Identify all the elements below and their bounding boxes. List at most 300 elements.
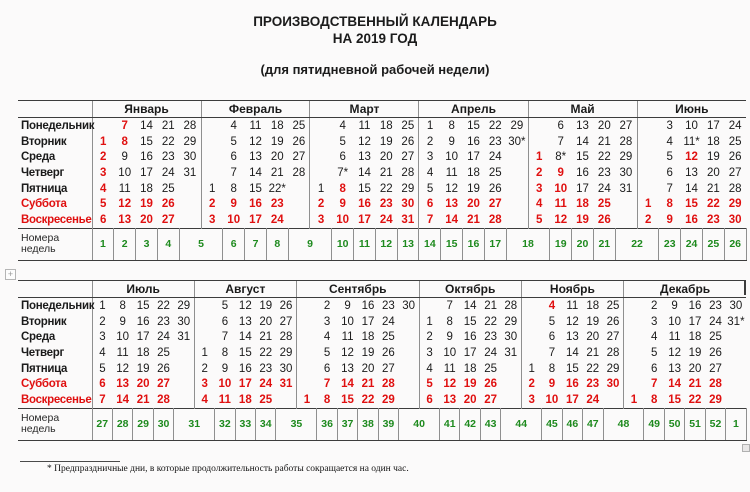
date-cell: 13 xyxy=(445,198,459,211)
date-cell: 22* xyxy=(268,182,286,195)
date-cell: 26 xyxy=(382,346,395,359)
date-cell: 3 xyxy=(92,165,114,181)
day-row xyxy=(18,361,746,377)
date-cell: 15 xyxy=(463,315,477,328)
date-cell-empty xyxy=(399,329,419,345)
date-cell: 29 xyxy=(183,135,197,148)
date-cell: 1 xyxy=(92,298,112,314)
date-cell: 27 xyxy=(728,166,742,179)
date-cell: 19 xyxy=(259,299,273,312)
date-cell: 15 xyxy=(238,346,252,359)
date-cell: 30 xyxy=(504,331,518,344)
date-cell: 8 xyxy=(548,362,556,375)
date-cell: 27 xyxy=(619,119,633,132)
date-cell: 23 xyxy=(586,378,600,391)
date-cell: 9 xyxy=(121,151,128,164)
date-cell-empty xyxy=(603,392,623,408)
date-cell: 15 xyxy=(467,119,480,132)
date-cell: 9 xyxy=(221,362,229,375)
date-cell: 11 xyxy=(341,331,354,344)
week-number-cell: 28 xyxy=(112,408,132,440)
date-cell: 30 xyxy=(401,198,415,211)
date-cell: 7 xyxy=(557,135,564,148)
date-cell: 1 xyxy=(201,181,223,197)
month-name: Апрель xyxy=(419,101,528,118)
date-cell: 8 xyxy=(221,346,229,359)
date-cell: 2 xyxy=(521,376,541,392)
date-cell: 25 xyxy=(292,119,306,132)
date-cell: 20 xyxy=(586,331,600,344)
date-cell: 7 xyxy=(419,212,441,228)
date-cell: 6 xyxy=(548,331,556,344)
date-cell: 24 xyxy=(586,393,600,406)
date-cell: 31 xyxy=(619,182,633,195)
date-cell: 30 xyxy=(729,299,743,312)
date-cell: 29 xyxy=(728,198,742,211)
date-cell: 4 xyxy=(666,135,673,148)
date-cell: 12 xyxy=(445,182,459,195)
date-cell: 16 xyxy=(361,299,375,312)
week-number-cell: 40 xyxy=(399,408,440,440)
date-cell: 4 xyxy=(92,181,114,197)
date-cell-empty xyxy=(399,376,419,392)
date-cell: 7* xyxy=(337,166,349,179)
date-cell: 27 xyxy=(401,151,415,164)
date-cell: 8 xyxy=(650,393,658,406)
date-cell: 21 xyxy=(467,213,480,226)
week-number-cell: 10 xyxy=(332,228,354,260)
date-cell: 2 xyxy=(323,299,331,312)
day-label: Пятница xyxy=(21,182,68,195)
date-cell-empty xyxy=(174,376,194,392)
date-cell: 11 xyxy=(566,299,579,312)
date-cell-empty xyxy=(179,196,201,212)
date-cell: 5 xyxy=(528,212,550,228)
week-number-cell: 32 xyxy=(215,408,235,440)
date-cell: 16 xyxy=(467,135,480,148)
date-cell: 21 xyxy=(259,331,273,344)
date-cell: 14 xyxy=(358,166,371,179)
date-cell: 21 xyxy=(484,299,497,312)
date-cell-empty xyxy=(637,181,659,197)
date-cell: 15 xyxy=(358,182,371,195)
week-number-cell: 24 xyxy=(681,228,703,260)
date-cell: 21 xyxy=(161,119,175,132)
day-label: Воскресенье xyxy=(21,393,92,406)
day-row xyxy=(18,329,746,345)
date-cell: 4 xyxy=(323,331,331,344)
date-cell: 23 xyxy=(379,198,393,211)
date-cell: 26 xyxy=(161,198,175,211)
date-cell: 20 xyxy=(140,213,153,226)
date-cell: 25 xyxy=(597,198,611,211)
date-cell-empty xyxy=(521,298,541,314)
week-number-cell: 15 xyxy=(441,228,463,260)
week-number-cell: 43 xyxy=(480,408,500,440)
date-cell: 19 xyxy=(586,315,600,328)
date-cell: 18 xyxy=(467,166,480,179)
date-cell: 23 xyxy=(488,135,502,148)
date-cell: 31 xyxy=(279,378,293,391)
date-cell: 3 xyxy=(666,119,673,132)
week-number-cell: 39 xyxy=(378,408,398,440)
date-cell: 9 xyxy=(119,315,126,328)
date-cell: 9 xyxy=(230,198,237,211)
date-cell: 17 xyxy=(136,331,150,344)
date-cell: 23 xyxy=(709,299,722,312)
date-cell-empty xyxy=(637,165,659,181)
date-cell: 28 xyxy=(292,166,306,179)
date-cell: 13 xyxy=(443,393,457,406)
date-cell: 17 xyxy=(140,166,153,179)
corner-cell xyxy=(18,281,92,298)
date-cell: 17 xyxy=(565,393,579,406)
date-cell-empty xyxy=(310,134,332,150)
date-cell: 25 xyxy=(484,362,497,375)
date-cell-empty xyxy=(624,329,644,345)
month-name: Июнь xyxy=(637,101,746,118)
date-cell: 13 xyxy=(668,362,681,375)
date-cell: 18 xyxy=(576,198,589,211)
date-cell-empty xyxy=(501,361,521,377)
date-cell: 1 xyxy=(310,181,332,197)
week-number-cell: 3 xyxy=(136,228,158,260)
date-cell-empty xyxy=(726,329,746,345)
date-cell: 20 xyxy=(688,362,702,375)
date-cell-empty xyxy=(399,361,419,377)
date-cell: 19 xyxy=(361,346,375,359)
calendar-subtitle: (для пятидневной рабочей недели) xyxy=(260,62,490,77)
date-cell: 1 xyxy=(296,392,316,408)
date-cell: 21 xyxy=(379,166,393,179)
date-cell: 2 xyxy=(528,165,550,181)
date-cell: 6 xyxy=(339,151,346,164)
week-number-cell: 31 xyxy=(174,408,215,440)
date-cell: 1 xyxy=(419,314,439,330)
day-row xyxy=(18,376,746,392)
date-cell: 16 xyxy=(358,198,371,211)
week-label-line2: недель xyxy=(21,243,56,256)
date-cell: 5 xyxy=(666,151,673,164)
month-header-row xyxy=(18,101,746,118)
month-name: Сентябрь xyxy=(296,281,419,298)
date-cell: 2 xyxy=(92,314,112,330)
date-cell: 7 xyxy=(666,182,673,195)
day-row xyxy=(18,149,746,165)
date-cell: 21 xyxy=(361,378,375,391)
week-number-cell: 2 xyxy=(114,228,136,260)
week-number-cell: 11 xyxy=(354,228,376,260)
date-cell: 28 xyxy=(279,331,293,344)
week-number-cell: 27 xyxy=(92,408,112,440)
date-cell: 26 xyxy=(401,135,415,148)
date-cell-empty xyxy=(624,361,644,377)
date-cell: 11 xyxy=(668,331,681,344)
week-number-cell: 26 xyxy=(724,228,746,260)
date-cell: 12 xyxy=(358,135,371,148)
date-cell: 24 xyxy=(709,315,722,328)
date-cell: 10 xyxy=(227,213,241,226)
day-label: Четверг xyxy=(21,166,64,179)
date-cell: 4 xyxy=(194,392,214,408)
date-cell: 6 xyxy=(230,151,237,164)
date-cell: 14 xyxy=(140,119,153,132)
date-cell: 26 xyxy=(157,362,170,375)
date-cell: 10 xyxy=(341,315,354,328)
day-row xyxy=(18,392,746,408)
date-cell: 3 xyxy=(419,345,439,361)
date-cell: 31 xyxy=(177,331,191,344)
date-cell: 19 xyxy=(688,346,702,359)
date-cell: 29 xyxy=(279,346,293,359)
date-cell: 9 xyxy=(448,135,455,148)
date-cell: 14 xyxy=(445,213,459,226)
month-name: Ноябрь xyxy=(521,281,623,298)
date-cell-empty xyxy=(506,165,528,181)
date-cell: 20 xyxy=(706,166,720,179)
date-cell: 10 xyxy=(545,393,559,406)
date-cell: 6 xyxy=(650,362,658,375)
date-cell: 29 xyxy=(709,393,722,406)
month-name: Декабрь xyxy=(624,281,747,298)
date-cell: 16 xyxy=(238,362,252,375)
date-cell: 28 xyxy=(606,346,620,359)
date-cell: 10 xyxy=(336,213,350,226)
date-cell: 16 xyxy=(136,315,150,328)
date-cell: 19 xyxy=(463,378,477,391)
date-cell: 13 xyxy=(116,378,130,391)
date-cell: 14 xyxy=(668,378,681,391)
date-cell: 20 xyxy=(270,151,284,164)
week-number-cell: 1 xyxy=(92,228,114,260)
day-row xyxy=(18,298,746,314)
day-row xyxy=(18,345,746,361)
week-number-cell: 9 xyxy=(288,228,332,260)
week-number-cell: 48 xyxy=(603,408,644,440)
week-number-cell: 38 xyxy=(358,408,378,440)
date-cell: 29 xyxy=(619,151,633,164)
date-cell-empty xyxy=(399,314,419,330)
date-cell: 13 xyxy=(576,119,589,132)
date-cell: 20 xyxy=(467,198,480,211)
date-cell: 14 xyxy=(463,299,477,312)
week-numbers-row xyxy=(18,408,746,440)
week-number-cell: 25 xyxy=(702,228,724,260)
date-cell: 30 xyxy=(183,151,197,164)
date-cell: 4 xyxy=(419,361,439,377)
date-cell: 20 xyxy=(379,151,393,164)
date-cell: 17 xyxy=(467,151,480,164)
date-cell-empty xyxy=(637,118,659,134)
date-cell: 29 xyxy=(504,315,518,328)
date-cell: 30 xyxy=(606,378,620,391)
date-cell: 21 xyxy=(586,346,600,359)
date-cell: 16 xyxy=(140,151,153,164)
date-cell: 31 xyxy=(504,346,518,359)
date-cell: 26 xyxy=(488,182,502,195)
date-cell: 24 xyxy=(728,119,742,132)
date-cell-empty xyxy=(521,314,541,330)
date-cell: 10 xyxy=(218,378,232,391)
date-cell-empty xyxy=(506,196,528,212)
date-cell: 3 xyxy=(194,376,214,392)
date-cell: 22 xyxy=(157,299,170,312)
date-cell-empty xyxy=(726,345,746,361)
week-number-cell: 44 xyxy=(501,408,542,440)
date-cell: 1 xyxy=(521,361,541,377)
week-numbers-row xyxy=(18,228,746,260)
date-cell: 22 xyxy=(488,119,502,132)
date-cell: 19 xyxy=(136,362,150,375)
date-cell: 6 xyxy=(92,212,114,228)
date-cell-empty xyxy=(296,376,316,392)
date-cell-empty xyxy=(296,345,316,361)
date-cell: 16 xyxy=(249,198,262,211)
date-cell-empty xyxy=(310,149,332,165)
date-cell: 28 xyxy=(382,378,395,391)
date-cell: 1 xyxy=(92,134,114,150)
date-cell: 9 xyxy=(557,166,564,179)
date-cell: 28 xyxy=(157,393,170,406)
date-cell-empty xyxy=(726,376,746,392)
date-cell: 19 xyxy=(379,135,393,148)
date-cell: 3 xyxy=(419,149,441,165)
date-cell: 17 xyxy=(238,378,252,391)
date-cell: 12 xyxy=(249,135,262,148)
date-cell: 13 xyxy=(565,331,579,344)
week-number-cell: 18 xyxy=(506,228,550,260)
table-resize-handle-icon[interactable] xyxy=(742,444,750,452)
date-cell-empty xyxy=(194,314,214,330)
date-cell: 19 xyxy=(576,213,589,226)
date-cell: 3 xyxy=(521,392,541,408)
day-label: Суббота xyxy=(21,198,67,211)
date-cell-empty xyxy=(726,392,746,408)
date-cell: 18 xyxy=(379,119,393,132)
date-cell: 15 xyxy=(668,393,681,406)
date-cell: 20 xyxy=(597,119,611,132)
date-cell: 2 xyxy=(637,212,659,228)
date-cell: 24 xyxy=(259,378,273,391)
date-cell: 23 xyxy=(259,362,273,375)
date-cell: 26 xyxy=(292,135,306,148)
date-cell: 5 xyxy=(92,196,114,212)
date-cell: 28 xyxy=(401,166,415,179)
date-cell: 10 xyxy=(685,119,698,132)
date-cell: 13 xyxy=(685,166,698,179)
date-cell: 13 xyxy=(341,362,354,375)
date-cell: 25 xyxy=(401,119,415,132)
date-cell: 27 xyxy=(484,393,497,406)
date-cell-empty xyxy=(201,134,223,150)
date-cell: 25 xyxy=(728,135,742,148)
date-cell: 24 xyxy=(597,182,611,195)
date-cell: 12 xyxy=(685,151,698,164)
day-label: Вторник xyxy=(21,315,67,328)
date-cell: 26 xyxy=(279,299,293,312)
week-number-cell: 17 xyxy=(484,228,506,260)
date-cell: 18 xyxy=(136,346,150,359)
date-cell: 18 xyxy=(238,393,252,406)
date-cell: 2 xyxy=(194,361,214,377)
date-cell: 26 xyxy=(606,315,620,328)
date-cell: 17 xyxy=(358,213,371,226)
date-cell-empty xyxy=(521,345,541,361)
date-cell: 18 xyxy=(361,331,375,344)
date-cell: 27 xyxy=(709,362,722,375)
date-cell: 23 xyxy=(597,166,611,179)
date-cell: 11* xyxy=(683,135,700,148)
date-cell: 4 xyxy=(92,345,112,361)
date-cell: 5 xyxy=(548,315,556,328)
date-cell-empty xyxy=(399,392,419,408)
date-cell: 5 xyxy=(323,346,331,359)
date-cell: 15 xyxy=(249,182,262,195)
month-name: Февраль xyxy=(201,101,310,118)
date-cell: 12 xyxy=(118,198,132,211)
date-cell: 16 xyxy=(685,213,698,226)
date-cell: 10 xyxy=(554,182,568,195)
date-cell: 31 xyxy=(183,166,197,179)
calendar-title xyxy=(0,13,750,47)
date-cell: 6 xyxy=(557,119,564,132)
date-cell-empty xyxy=(201,165,223,181)
date-cell-empty xyxy=(310,118,332,134)
date-cell: 20 xyxy=(361,362,375,375)
date-cell: 8* xyxy=(555,151,567,164)
week-label-line1: Номера xyxy=(21,231,60,244)
date-cell: 14 xyxy=(576,135,589,148)
day-row xyxy=(18,165,746,181)
date-cell-empty xyxy=(288,196,310,212)
day-row xyxy=(18,181,746,197)
day-row xyxy=(18,118,746,134)
date-cell: 14 xyxy=(565,346,579,359)
date-cell: 27 xyxy=(157,378,170,391)
calendar-table-jan-jun xyxy=(18,100,747,261)
date-cell: 2 xyxy=(650,299,658,312)
date-cell-empty xyxy=(92,118,114,134)
date-cell: 6 xyxy=(323,362,331,375)
date-cell: 8 xyxy=(666,198,673,211)
date-cell: 17 xyxy=(706,119,720,132)
date-cell: 10 xyxy=(118,166,132,179)
week-number-cell: 16 xyxy=(463,228,485,260)
date-cell: 7 xyxy=(92,392,112,408)
date-cell: 3 xyxy=(323,315,331,328)
week-number-cell: 51 xyxy=(685,408,705,440)
date-cell: 15 xyxy=(565,362,579,375)
table-move-handle-icon[interactable]: + xyxy=(5,269,16,280)
date-cell: 8 xyxy=(323,393,331,406)
date-cell: 27 xyxy=(292,151,306,164)
date-cell-empty xyxy=(624,314,644,330)
date-cell: 23 xyxy=(157,315,170,328)
date-cell: 11 xyxy=(358,119,371,132)
date-cell: 10 xyxy=(445,151,459,164)
week-number-cell: 21 xyxy=(593,228,615,260)
week-number-cell: 36 xyxy=(317,408,337,440)
date-cell: 12 xyxy=(565,315,579,328)
date-cell: 17 xyxy=(463,346,477,359)
date-cell: 13 xyxy=(238,315,252,328)
week-number-cell: 20 xyxy=(572,228,594,260)
date-cell: 17 xyxy=(576,182,589,195)
date-cell: 22 xyxy=(379,182,393,195)
week-number-cell: 14 xyxy=(419,228,441,260)
footnote-separator xyxy=(20,461,120,462)
date-cell-empty xyxy=(201,118,223,134)
